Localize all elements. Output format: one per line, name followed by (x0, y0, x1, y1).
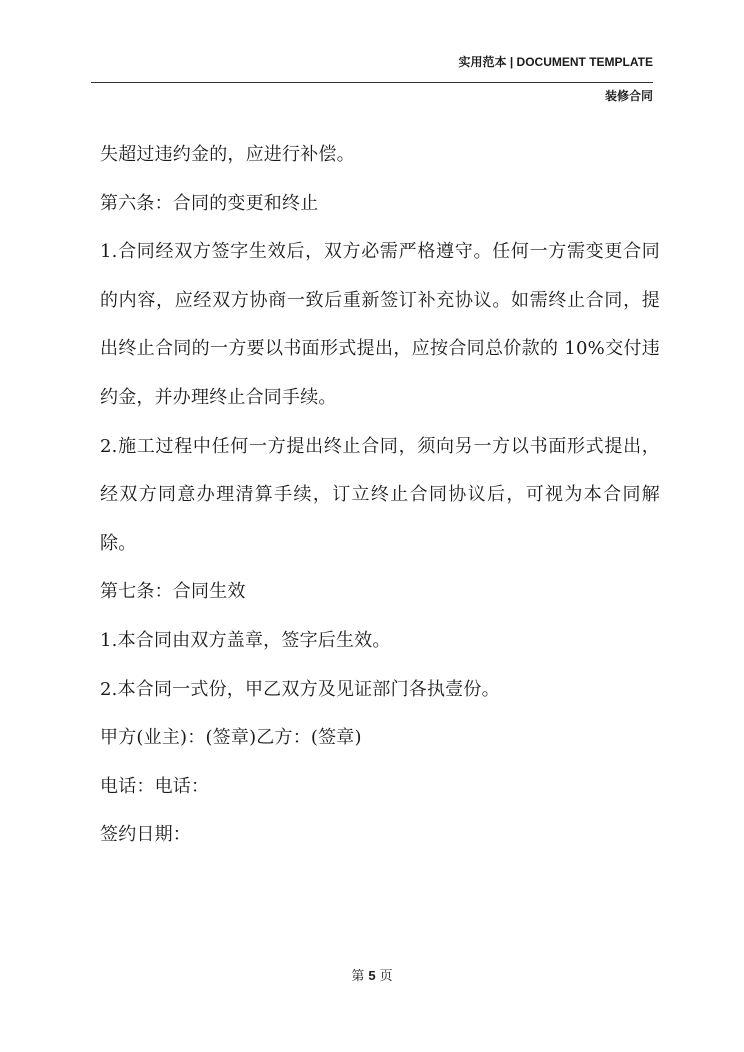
document-body (100, 131, 660, 860)
article-6-heading: 第六条：合同的变更和终止 (100, 192, 319, 214)
signature-line: 甲方(业主)：(签章)乙方：(签章) (100, 727, 362, 749)
article-7-heading: 第七条：合同生效 (100, 581, 246, 603)
article-6-clause-2: 2.施工过程中任何一方提出终止合同，须向另一方以书面形式提出，经双方同意办理清算手续，订立终止合同协议后，可视为本合同解除。 (100, 435, 660, 554)
article-7-clause-1: 1.本合同由双方盖章，签字后生效。 (100, 629, 391, 651)
page-footer (0, 965, 744, 984)
signing-date-line: 签约日期： (100, 824, 191, 846)
header-divider (91, 82, 653, 83)
article-7-clause-2: 2.本合同一式份，甲乙双方及见证部门各执壹份。 (100, 678, 500, 700)
page-prefix: 第 (351, 969, 365, 984)
header-title: 实用范本 | DOCUMENT TEMPLATE (458, 55, 653, 69)
page-number: 5 (368, 968, 376, 983)
page-suffix: 页 (379, 969, 393, 984)
header-subtitle: 装修合同 (604, 89, 653, 103)
phone-line: 电话：电话： (100, 775, 210, 797)
article-6-clause-1: 1.合同经双方签字生效后，双方必需严格遵守。任何一方需变更合同的内容，应经双方协商一致后重新签订补充协议。如需终止合同，提出终止合同的一方要以书面形式提出，应按合同总价款的 10%交付违约金，并办理终止合同手续。 (100, 241, 660, 408)
paragraph-compensation: 失超过违约金的，应进行补偿。 (100, 144, 355, 165)
